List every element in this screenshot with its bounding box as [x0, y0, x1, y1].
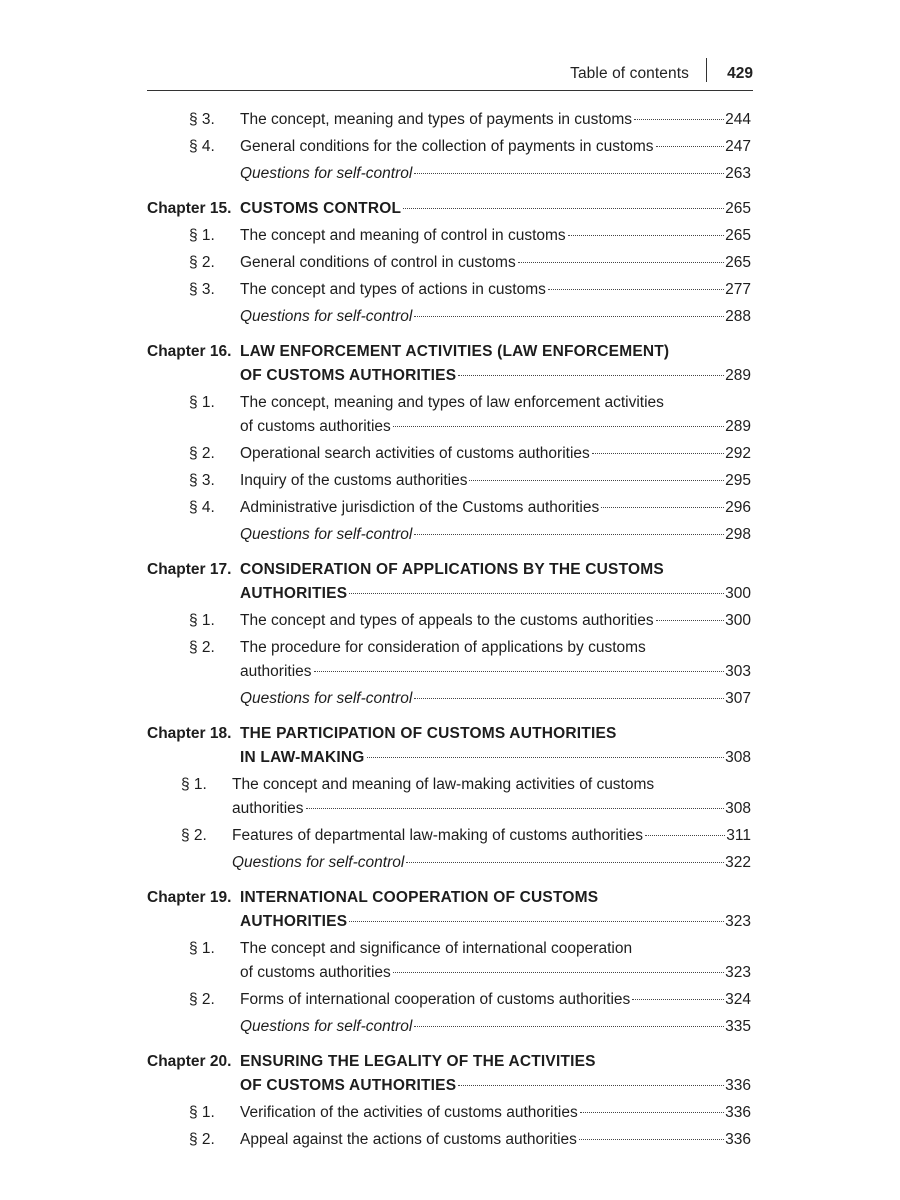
section-number: § 3. [189, 281, 215, 298]
toc-section-entry [147, 278, 751, 302]
entry-title-block [240, 886, 751, 934]
entry-title-block [240, 1050, 751, 1098]
entry-leader-line [240, 1101, 751, 1125]
chapter-number: Chapter 18. [147, 725, 232, 742]
entry-page-number: 300 [725, 585, 751, 602]
toc-chapter-entry [147, 886, 751, 934]
dot-leader [314, 671, 725, 672]
section-number: § 2. [189, 639, 215, 656]
section-number: § 1. [189, 394, 215, 411]
dot-leader [414, 173, 724, 174]
toc-chapter-entry [147, 722, 751, 770]
entry-page-number: 295 [725, 472, 751, 489]
entry-leader-line [240, 162, 751, 186]
entry-leader-line [240, 1074, 751, 1098]
entry-page-number: 296 [725, 499, 751, 516]
entry-title: Features of departmental law-making of customs authorities [232, 827, 643, 844]
chapter-number: Chapter 20. [147, 1053, 232, 1070]
dot-leader [458, 1085, 724, 1086]
entry-title-block [240, 224, 751, 248]
entry-page-number: 323 [725, 913, 751, 930]
entry-title: Questions for self-control [232, 854, 405, 871]
entry-title: General conditions of control in customs [240, 254, 516, 271]
dot-leader [656, 146, 725, 147]
entry-title: The concept, meaning and types of payments in customs [240, 111, 633, 128]
toc-section-entry [147, 937, 751, 985]
entry-title-block [240, 391, 751, 439]
entry-title: Appeal against the actions of customs authorities [240, 1131, 577, 1148]
toc-section-entry [147, 773, 751, 821]
toc-section-entry [147, 469, 751, 493]
entry-title: AUTHORITIES [240, 913, 348, 930]
toc-section-entry [147, 496, 751, 520]
entry-leader-line [240, 415, 751, 439]
toc-section-entry [147, 251, 751, 275]
toc-section-entry [147, 824, 751, 848]
entry-leader-line [240, 224, 751, 248]
entry-title-block [240, 523, 751, 547]
entry-title: Forms of international cooperation of customs authorities [240, 991, 631, 1008]
toc-section-entry [147, 135, 751, 159]
running-header [147, 58, 753, 91]
entry-page-number: 300 [725, 612, 751, 629]
entry-page-number: 322 [725, 854, 751, 871]
entry-leader-line [240, 660, 751, 684]
entry-leader-line [240, 496, 751, 520]
dot-leader [367, 757, 725, 758]
entry-title-block [240, 636, 751, 684]
dot-leader [579, 1139, 724, 1140]
entry-title: AUTHORITIES [240, 585, 348, 602]
entry-title-block [240, 162, 751, 186]
entry-title: Questions for self-control [240, 1018, 413, 1035]
section-number: § 2. [181, 827, 207, 844]
entry-title: Questions for self-control [240, 165, 413, 182]
section-number: § 1. [189, 612, 215, 629]
section-number: § 3. [189, 472, 215, 489]
entry-page-number: 336 [725, 1104, 751, 1121]
entry-title-block [240, 937, 751, 985]
section-number: § 1. [189, 227, 215, 244]
entry-title-line: THE PARTICIPATION OF CUSTOMS AUTHORITIES [240, 725, 617, 742]
dot-leader [414, 316, 724, 317]
entry-leader-line [232, 851, 751, 875]
entry-title-block [232, 773, 751, 821]
toc-questions-entry [147, 1015, 751, 1039]
entry-title: of customs authorities [240, 418, 391, 435]
section-number: § 3. [189, 111, 215, 128]
entry-title: The concept and types of actions in customs [240, 281, 546, 298]
dot-leader [632, 999, 724, 1000]
dot-leader [548, 289, 724, 290]
section-number: § 2. [189, 1131, 215, 1148]
section-number: § 2. [189, 254, 215, 271]
entry-page-number: 265 [725, 200, 751, 217]
entry-title: IN LAW-MAKING [240, 749, 365, 766]
entry-title: Questions for self-control [240, 690, 413, 707]
entry-leader-line [240, 746, 751, 770]
entry-leader-line [240, 1015, 751, 1039]
entry-title: CUSTOMS CONTROL [240, 200, 402, 217]
entry-title-block [240, 469, 751, 493]
entry-leader-line [240, 278, 751, 302]
entry-leader-line [240, 442, 751, 466]
toc-section-entry [147, 1101, 751, 1125]
entry-title: The concept and meaning of control in customs [240, 227, 566, 244]
entry-page-number: 336 [725, 1077, 751, 1094]
dot-leader [406, 862, 724, 863]
entry-leader-line [240, 469, 751, 493]
entry-leader-line [240, 364, 751, 388]
entry-title: Inquiry of the customs authorities [240, 472, 468, 489]
entry-title: Administrative jurisdiction of the Customs authorities [240, 499, 600, 516]
entry-title-block [240, 197, 751, 221]
toc-questions-entry [147, 523, 751, 547]
entry-title-line: CONSIDERATION OF APPLICATIONS BY THE CUSTOMS [240, 561, 664, 578]
entry-leader-line [240, 523, 751, 547]
chapter-number: Chapter 17. [147, 561, 232, 578]
toc-chapter-entry [147, 1050, 751, 1098]
entry-title-line: INTERNATIONAL COOPERATION OF CUSTOMS [240, 889, 599, 906]
dot-leader [349, 921, 724, 922]
entry-title: of customs authorities [240, 964, 391, 981]
entry-title-block [240, 1128, 751, 1152]
entry-page-number: 265 [725, 254, 751, 271]
entry-leader-line [240, 135, 751, 159]
entry-page-number: 298 [725, 526, 751, 543]
entry-page-number: 288 [725, 308, 751, 325]
running-title: Table of contents [570, 65, 689, 82]
entry-title-block [240, 1101, 751, 1125]
page-number: 429 [727, 65, 753, 82]
toc-section-entry [147, 636, 751, 684]
toc-questions-entry [147, 305, 751, 329]
toc-questions-entry [147, 687, 751, 711]
entry-leader-line [240, 687, 751, 711]
toc-chapter-entry [147, 197, 751, 221]
entry-title-block [240, 108, 751, 132]
dot-leader [469, 480, 724, 481]
toc-section-entry [147, 442, 751, 466]
entry-leader-line [240, 108, 751, 132]
entry-title-block [240, 988, 751, 1012]
entry-title-line: ENSURING THE LEGALITY OF THE ACTIVITIES [240, 1053, 596, 1070]
entry-title-block [240, 340, 751, 388]
chapter-number: Chapter 15. [147, 200, 232, 217]
section-number: § 4. [189, 499, 215, 516]
entry-title: Questions for self-control [240, 526, 413, 543]
toc-section-entry [147, 1128, 751, 1152]
entry-page-number: 308 [725, 749, 751, 766]
section-number: § 1. [189, 1104, 215, 1121]
entry-title: Verification of the activities of customs authorities [240, 1104, 578, 1121]
toc-section-entry [147, 224, 751, 248]
toc-section-entry [147, 609, 751, 633]
entry-page-number: 311 [726, 827, 751, 844]
entry-title-block [240, 722, 751, 770]
entry-title-block [240, 609, 751, 633]
dot-leader [393, 426, 724, 427]
dot-leader [414, 534, 724, 535]
table-of-contents [147, 105, 751, 1152]
header-separator [706, 58, 707, 82]
entry-leader-line [232, 797, 751, 821]
entry-title-block [240, 135, 751, 159]
dot-leader [458, 375, 724, 376]
entry-title-block [240, 442, 751, 466]
entry-page-number: 307 [725, 690, 751, 707]
entry-page-number: 303 [725, 663, 751, 680]
entry-title: OF CUSTOMS AUTHORITIES [240, 1077, 457, 1094]
dot-leader [601, 507, 724, 508]
dot-leader [306, 808, 725, 809]
entry-page-number: 289 [725, 367, 751, 384]
entry-title-block [240, 1015, 751, 1039]
entry-title: Questions for self-control [240, 308, 413, 325]
entry-page-number: 336 [725, 1131, 751, 1148]
entry-title: General conditions for the collection of payments in customs [240, 138, 654, 155]
entry-leader-line [240, 910, 751, 934]
dot-leader [568, 235, 724, 236]
entry-leader-line [240, 1128, 751, 1152]
section-number: § 1. [181, 776, 207, 793]
dot-leader [518, 262, 724, 263]
chapter-number: Chapter 16. [147, 343, 232, 360]
dot-leader [349, 593, 724, 594]
entry-leader-line [240, 251, 751, 275]
entry-leader-line [240, 961, 751, 985]
entry-leader-line [240, 197, 751, 221]
entry-title-block [240, 496, 751, 520]
entry-title-line: The concept and meaning of law-making activities of customs [232, 776, 655, 793]
entry-page-number: 244 [725, 111, 751, 128]
entry-title-line: The concept and significance of international cooperation [240, 940, 633, 957]
dot-leader [393, 972, 724, 973]
entry-page-number: 324 [725, 991, 751, 1008]
entry-title: authorities [232, 800, 304, 817]
entry-title-block [232, 824, 751, 848]
toc-questions-entry [147, 162, 751, 186]
entry-leader-line [240, 988, 751, 1012]
entry-page-number: 265 [725, 227, 751, 244]
entry-title: The concept and types of appeals to the customs authorities [240, 612, 654, 629]
section-number: § 2. [189, 991, 215, 1008]
dot-leader [634, 119, 724, 120]
toc-section-entry [147, 391, 751, 439]
toc-chapter-entry [147, 340, 751, 388]
dot-leader [645, 835, 725, 836]
entry-leader-line [240, 305, 751, 329]
toc-chapter-entry [147, 558, 751, 606]
entry-page-number: 335 [725, 1018, 751, 1035]
section-number: § 1. [189, 940, 215, 957]
dot-leader [414, 1026, 724, 1027]
entry-page-number: 289 [725, 418, 751, 435]
entry-leader-line [240, 582, 751, 606]
entry-title: OF CUSTOMS AUTHORITIES [240, 367, 457, 384]
dot-leader [592, 453, 724, 454]
entry-page-number: 263 [725, 165, 751, 182]
entry-title-line: LAW ENFORCEMENT ACTIVITIES (LAW ENFORCEMENT) [240, 343, 670, 360]
entry-leader-line [240, 609, 751, 633]
entry-leader-line [232, 824, 751, 848]
entry-title-line: The concept, meaning and types of law enforcement activities [240, 394, 664, 411]
entry-title-block [232, 851, 751, 875]
entry-title-line: The procedure for consideration of applications by customs [240, 639, 646, 656]
entry-page-number: 292 [725, 445, 751, 462]
entry-title-block [240, 305, 751, 329]
toc-questions-entry [147, 851, 751, 875]
dot-leader [414, 698, 724, 699]
entry-title: Operational search activities of customs authorities [240, 445, 590, 462]
entry-title-block [240, 251, 751, 275]
entry-page-number: 247 [725, 138, 751, 155]
chapter-number: Chapter 19. [147, 889, 232, 906]
section-number: § 4. [189, 138, 215, 155]
entry-page-number: 277 [725, 281, 751, 298]
entry-title: authorities [240, 663, 312, 680]
dot-leader [580, 1112, 724, 1113]
entry-title-block [240, 558, 751, 606]
dot-leader [403, 208, 724, 209]
dot-leader [656, 620, 725, 621]
toc-section-entry [147, 988, 751, 1012]
entry-title-block [240, 278, 751, 302]
toc-section-entry [147, 108, 751, 132]
section-number: § 2. [189, 445, 215, 462]
entry-title-block [240, 687, 751, 711]
entry-page-number: 323 [725, 964, 751, 981]
entry-page-number: 308 [725, 800, 751, 817]
